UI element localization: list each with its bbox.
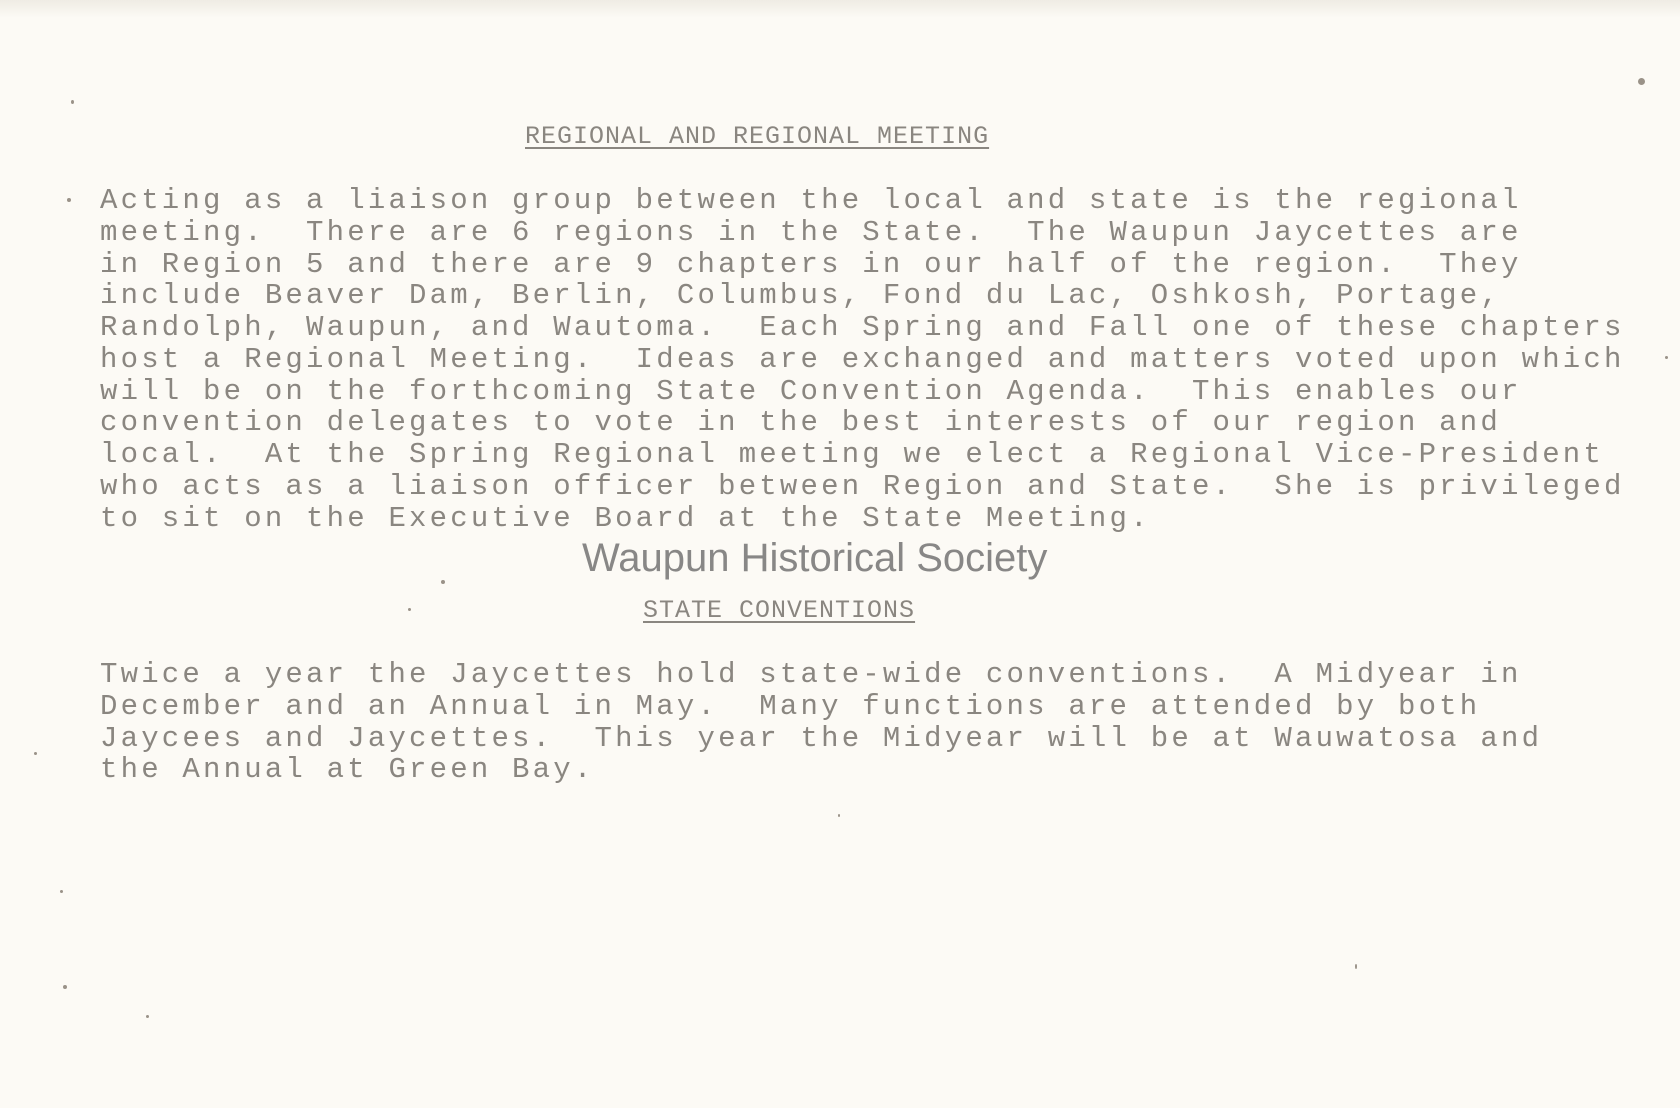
paragraph-line: Acting as a liaison group between the local and state is the regional xyxy=(100,184,1522,217)
paper-speck xyxy=(146,1015,149,1018)
paper-speck xyxy=(67,198,71,202)
paragraph-line: include Beaver Dam, Berlin, Columbus, Fond du Lac, Oshkosh, Portage, xyxy=(100,279,1501,312)
paragraph-line: Randolph, Waupun, and Wautoma. Each Spring and Fall one of these chapters xyxy=(100,311,1625,344)
paper-speck xyxy=(838,814,840,817)
paper-edge xyxy=(0,0,1680,18)
paragraph-line: Jaycees and Jaycettes. This year the Midyear will be at Wauwatosa and xyxy=(100,722,1543,755)
paragraph-line: meeting. There are 6 regions in the State. The Waupun Jaycettes are xyxy=(100,216,1522,249)
paper-speck xyxy=(1638,78,1645,85)
paragraph-line: December and an Annual in May. Many functions are attended by both xyxy=(100,690,1481,723)
watermark: Waupun Historical Society xyxy=(582,536,1048,580)
paper-speck xyxy=(60,890,63,893)
paper-speck xyxy=(1665,356,1668,359)
paper-speck xyxy=(63,985,67,989)
state-conventions-paragraph xyxy=(100,658,1543,856)
paper-speck xyxy=(34,752,37,755)
regional-meeting-heading: REGIONAL AND REGIONAL MEETING xyxy=(525,122,990,151)
paragraph-line: to sit on the Executive Board at the State Meeting. xyxy=(100,502,1151,535)
paper-speck xyxy=(441,580,445,584)
state-conventions-heading: STATE CONVENTIONS xyxy=(643,596,916,625)
paper-speck xyxy=(1355,964,1357,969)
paragraph-line: will be on the forthcoming State Convention Agenda. This enables our xyxy=(100,375,1522,408)
paragraph-line: the Annual at Green Bay. xyxy=(100,753,595,786)
paragraph-line: convention delegates to vote in the best interests of our region and xyxy=(100,406,1501,439)
paper-speck xyxy=(408,608,411,611)
paragraph-line: local. At the Spring Regional meeting we elect a Regional Vice-President xyxy=(100,438,1605,471)
paragraph-line: who acts as a liaison officer between Region and State. She is privileged xyxy=(100,470,1625,503)
paragraph-line: Twice a year the Jaycettes hold state-wide conventions. A Midyear in xyxy=(100,658,1522,691)
paper-speck xyxy=(71,100,74,104)
paragraph-line: in Region 5 and there are 9 chapters in our half of the region. They xyxy=(100,248,1522,281)
paragraph-line: host a Regional Meeting. Ideas are exchanged and matters voted upon which xyxy=(100,343,1625,376)
